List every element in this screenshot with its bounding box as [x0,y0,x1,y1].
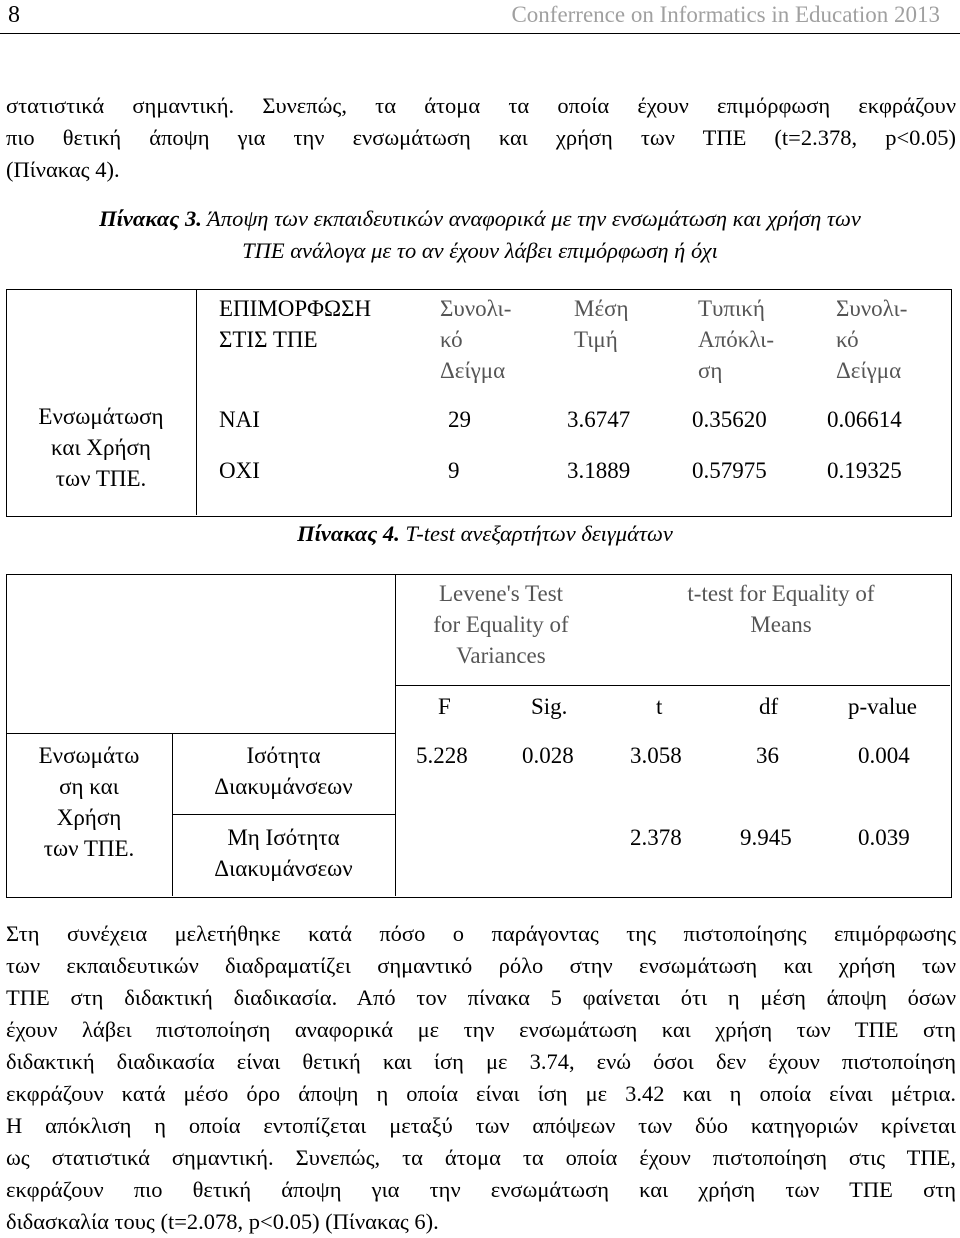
table3-caption-text: Άποψη των εκπαιδευτικών αναφορικά με την ενσωμάτωση και χρήση των [207,206,861,231]
text-line: πιο θετική άποψη για την ενσωμάτωση και χρήση των ΤΠΕ (t=2.378, p<0.05) [6,125,956,150]
text-line: Στη συνέχεια μελετήθηκε κατά πόσο ο παράγοντας της πιστοποίησης επιμόρφωσης [6,921,956,946]
table3-header-mean: Μέση Τιμή [574,296,629,352]
text-line: (Πίνακας 4). [6,157,120,182]
text-line: στατιστικά σημαντική. Συνεπώς, τα άτομα τα οποία έχουν επιμόρφωση εκφράζουν [6,93,956,118]
table3-row-yes-n: 29 [448,407,471,432]
table4-caption-text: T-test ανεξαρτήτων δειγμάτων [405,521,673,546]
text-line: εκφράζουν πιο θετική άποψη για την ενσωμάτωση και χρήση των ΤΠΕ στη [6,1177,956,1202]
table3-row-no-n: 9 [448,458,460,483]
table4-row-equal-p: 0.004 [858,743,910,768]
table4-hline-top [395,685,950,686]
table4-hline-body [6,733,395,734]
table4-row-unequal-df: 9.945 [740,825,792,850]
closing-paragraph [6,918,956,1238]
table3-header-sd: Τυπική Απόκλι- ση [698,296,775,383]
table4-row-equal-sig: 0.028 [522,743,574,768]
table4-row-unequal-t: 2.378 [630,825,682,850]
table3-header-training: ΕΠΙΜΟΡΦΩΣΗ ΣΤΙΣ ΤΠΕ [219,296,372,352]
table4-levene-header: Levene's Test for Equality of Variances [433,581,569,668]
table4-row-unequal-p: 0.039 [858,825,910,850]
table4-vline-mid [395,574,396,685]
table4-row-unequal-label: Μη Ισότητα Διακυμάνσεων [214,825,353,881]
table3-row-yes-group: ΝΑΙ [219,407,260,432]
table3-row-yes-sd: 0.35620 [692,407,767,432]
table4-col-p: p-value [848,694,917,719]
table3-caption-text-2: ΤΠΕ ανάλογα με το αν έχουν λάβει επιμόρφωση ή όχι [242,238,718,263]
text-line: διδακτική διαδικασία είναι θετική και ίση με 3.74, ενώ όσοι δεν έχουν πιστοποίηση [6,1049,956,1074]
table4-row-equal-label: Ισότητα Διακυμάνσεων [214,743,353,799]
page-header [0,0,960,34]
table3-header-sample2: Συνολι- κό Δείγμα [836,296,908,383]
table4-row-equal-f: 5.228 [416,743,468,768]
text-line: ΤΠΕ στη διδακτική διαδικασία. Από τον πίνακα 5 φαίνεται ότι η μέση άποψη όσων [6,985,956,1010]
table3-row-yes-se: 0.06614 [827,407,902,432]
table4-col-t: t [656,694,663,719]
table3-caption-label: Πίνακας 3. [99,206,202,231]
table4-caption [190,518,780,550]
table3-row-label: Ενσωμάτωση και Χρήση των ΤΠΕ. [38,404,164,491]
table4-col-sig: Sig. [531,694,568,719]
header-rule [0,33,960,34]
text-line: ως στατιστικά σημαντική. Συνεπώς, τα άτομα τα οποία έχουν πιστοποίηση στις ΤΠΕ, [6,1145,956,1170]
intro-paragraph [6,90,956,186]
table4-col-df: df [759,694,779,719]
table3-row-no-se: 0.19325 [827,458,902,483]
table3-caption [0,203,960,267]
text-line: Η απόκλιση η οποία εντοπίζεται μεταξύ των απόψεων των δύο κατηγοριών κρίνεται [6,1113,956,1138]
running-title: Conferrence on Informatics in Education 2013 [511,2,940,27]
table4-vline-right [395,733,396,896]
table4-row-equal-t: 3.058 [630,743,682,768]
table3-row-yes-mean: 3.6747 [567,407,631,432]
table4-col-f: F [438,694,451,719]
table3-row-no-sd: 0.57975 [692,458,767,483]
table3 [6,289,952,517]
page-number: 8 [8,2,20,28]
table4-vline-sub [395,685,396,733]
table4-hline-row [172,814,395,815]
table4-row-label: Ενσωμάτω ση και Χρήση των ΤΠΕ. [38,743,140,861]
table3-header-sample: Συνολι- κό Δείγμα [440,296,512,383]
table4-caption-label: Πίνακας 4. [297,521,400,546]
text-line: εκφράζουν κατά μέσο όρο άποψη η οποία είναι ίση με 3.42 και η οποία είναι μέτρια. [6,1081,956,1106]
table4-ttest-header: t-test for Equality of Means [687,581,875,637]
text-line: των εκπαιδευτικών διαδραματίζει σημαντικό ρόλο στην ενσωμάτωση και χρήση των [6,953,956,978]
text-line: διδασκαλία τους (t=2.078, p<0.05) (Πίνακας 6). [6,1209,439,1234]
table4-row-equal-df: 36 [756,743,779,768]
table3-row-no-group: ΟΧΙ [219,458,260,483]
text-line: έχουν λάβει πιστοποίηση αναφορικά με την ενσωμάτωση και χρήση των ΤΠΕ στη [6,1017,956,1042]
table4 [6,574,952,898]
table3-row-no-mean: 3.1889 [567,458,631,483]
